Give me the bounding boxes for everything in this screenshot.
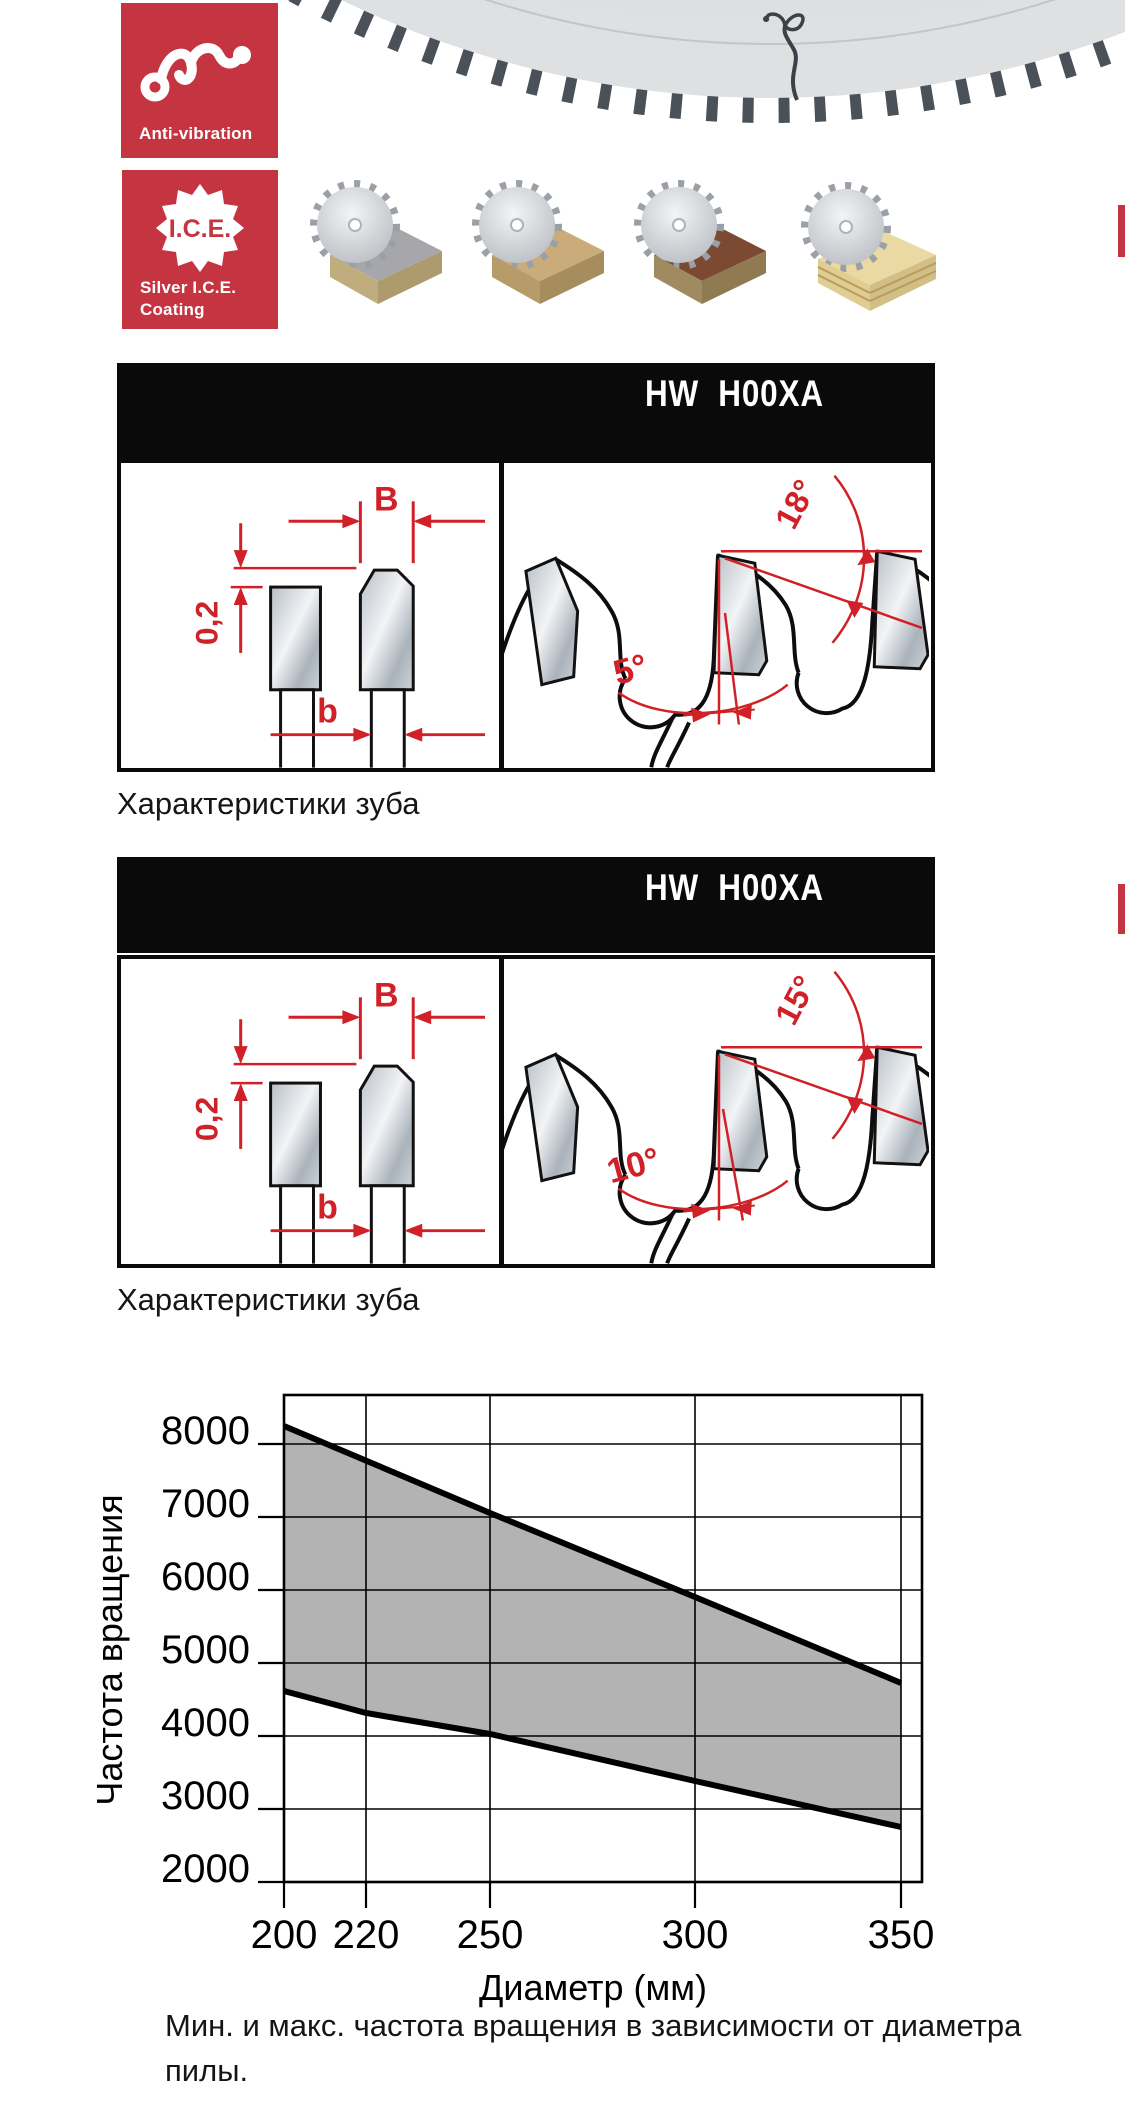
y-axis-title: Частота вращения [89,1494,130,1806]
mini-saw-blade [476,184,558,266]
dim-label-offset: 0,2 [188,1096,225,1142]
svg-text:200: 200 [250,1913,318,1957]
dim-label-B: B [374,480,399,519]
tooth-shapes [271,1066,414,1263]
hook-angle-label: 15° [767,969,824,1031]
mini-saw-blade [314,184,396,266]
svg-text:220: 220 [332,1913,400,1957]
page-edge-marker-2 [1118,884,1125,934]
chart-caption: Мин. и макс. частота вращения в зависимости от диаметра пилы. [165,2008,1022,2088]
section-2-caption: Характеристики зуба [117,1282,420,1317]
section-2-title: HW H00XA [645,867,824,908]
section-1-title: HW H00XA [645,373,824,414]
ice-label-line2: Coating [140,300,205,319]
clearance-angle-label: 5° [609,646,652,693]
ice-starburst-icon [155,182,245,274]
dim-label-b: b [317,1188,338,1227]
y-tick-labels [161,1409,250,1891]
tooth-angle-panel [504,463,931,768]
svg-text:2000: 2000 [161,1847,250,1891]
anti-vibration-badge [121,3,278,158]
section-1-header-bar [117,363,935,459]
page-edge-marker-1 [1118,205,1125,257]
dimension-lines [231,501,485,734]
ice-coating-badge [122,170,278,329]
mini-saw-blade [638,184,720,266]
product-image-blade-wood-board [462,162,612,314]
tooth-dimension-panel [121,959,504,1264]
dim-label-offset: 0,2 [188,600,225,646]
clearance-angle-label: 10° [602,1139,664,1192]
svg-text:350: 350 [867,1913,935,1957]
mini-saw-blade [805,186,887,268]
anti-vibration-squiggle-icon [139,25,259,103]
rpm-band-area [284,1426,901,1827]
svg-text:6000: 6000 [161,1555,250,1599]
svg-text:4000: 4000 [161,1701,250,1745]
section-2-tooth-diagram [117,955,935,1268]
product-image-blade-grey-board [300,162,450,314]
dim-label-B: B [374,976,399,1015]
section-1-tooth-diagram [117,459,935,772]
dimension-lines [231,997,485,1230]
hook-angle-label: 18° [767,473,824,535]
ice-icon-text: I.C.E. [168,215,232,243]
svg-text:3000: 3000 [161,1774,250,1818]
section-1-caption: Характеристики зуба [117,786,420,821]
svg-text:250: 250 [456,1913,524,1957]
svg-text:300: 300 [661,1913,729,1957]
ice-label-line1: Silver I.C.E. [140,278,237,297]
svg-text:5000: 5000 [161,1628,250,1672]
svg-text:7000: 7000 [161,1482,250,1526]
product-image-blade-plywood [788,162,948,320]
rpm-diameter-chart [0,1360,1125,2060]
product-image-blade-dark-laminate [624,162,774,314]
tooth-dimension-panel [121,463,504,768]
section-2-header-bar [117,857,935,953]
svg-text:8000: 8000 [161,1409,250,1453]
expansion-slot-dot [763,16,769,22]
tooth-shapes [271,570,414,767]
dim-label-b: b [317,692,338,731]
tooth-angle-panel [504,959,931,1264]
anti-vibration-label: Anti-vibration [139,124,253,143]
x-tick-labels [251,1913,935,1957]
x-axis-title: Диаметр (мм) [478,1967,708,2008]
